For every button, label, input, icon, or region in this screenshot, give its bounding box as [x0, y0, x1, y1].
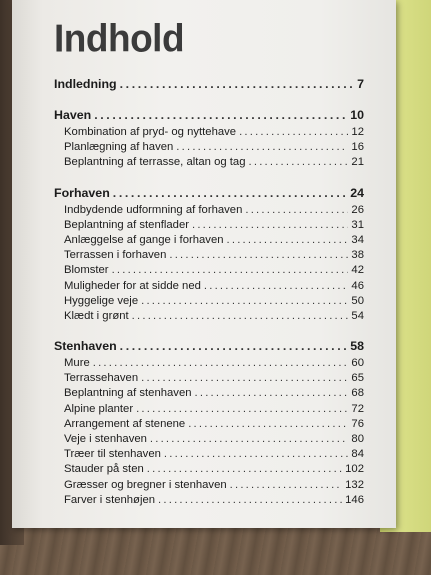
toc-entry [54, 356, 364, 371]
toc-section-page: 58 [350, 339, 364, 354]
toc-entry [54, 125, 364, 140]
toc-entry [54, 402, 364, 417]
toc-entry-page: 16 [351, 141, 364, 154]
toc-entry [54, 140, 364, 155]
toc-entry-label: Terrassen i forhaven [64, 249, 167, 262]
toc-entry [54, 417, 364, 432]
toc-section [54, 76, 364, 93]
toc-entry-label: Muligheder for at sidde ned [64, 279, 201, 292]
dot-leader [176, 140, 348, 155]
toc-section-heading [54, 338, 364, 355]
dot-leader [113, 185, 347, 202]
dot-leader [249, 155, 349, 170]
toc-entry [54, 478, 364, 493]
toc-entry-label: Træer til stenhaven [64, 448, 161, 461]
toc-section-title: Forhaven [54, 185, 110, 200]
toc-entry [54, 203, 364, 218]
toc-entry-label: Alpine planter [64, 402, 134, 415]
toc-entry-page: 34 [351, 233, 364, 246]
dot-leader [227, 233, 349, 248]
toc-entry-page: 38 [351, 249, 364, 262]
toc-entry-page: 21 [351, 156, 364, 169]
toc-entry-page: 68 [351, 387, 364, 400]
toc-entry-label: Veje i stenhaven [64, 433, 147, 445]
toc-entry-page: 31 [351, 218, 364, 231]
dot-leader [195, 386, 349, 401]
toc-entry-label: Beplantning af stenhaven [64, 387, 192, 400]
toc-section-page: 24 [350, 185, 364, 200]
dot-leader [136, 402, 348, 417]
toc-entry-label: Beplantning af stenflader [64, 218, 189, 231]
toc-entry [54, 462, 364, 477]
toc-entry-label: Græsser og bregner i stenhaven [64, 478, 227, 491]
toc-section-page: 7 [357, 77, 364, 91]
toc-entry-label: Farver i stenhøjen [64, 493, 156, 506]
toc-entry [54, 279, 364, 294]
toc-section-heading [54, 76, 364, 93]
toc-entry [54, 294, 364, 309]
toc-entry-page: 54 [351, 309, 364, 322]
toc-entry [54, 233, 364, 248]
dot-leader [150, 432, 349, 447]
toc-entry-label: Hyggelige veje [64, 294, 139, 307]
toc-entry [54, 155, 364, 170]
dot-leader [230, 478, 343, 493]
toc-entry-page: 60 [351, 357, 364, 370]
toc-entry-label: Beplantning af terrasse, altan og tag [64, 156, 246, 169]
dot-leader [141, 294, 348, 309]
toc-section [54, 338, 364, 508]
toc-entry [54, 248, 364, 263]
dot-leader [120, 76, 354, 93]
toc-entry-page: 12 [351, 126, 364, 138]
dot-leader [141, 371, 348, 386]
dot-leader [204, 279, 349, 294]
toc-section-page: 10 [350, 108, 364, 122]
toc-section-heading [54, 107, 364, 124]
toc-entry-label: Klædt i grønt [64, 309, 129, 322]
dot-leader [93, 356, 349, 371]
dot-leader [147, 462, 342, 477]
dot-leader [94, 107, 347, 124]
toc-entry [54, 432, 364, 447]
toc-entry-page: 102 [345, 463, 364, 476]
toc-entry [54, 263, 364, 278]
toc-entry [54, 386, 364, 401]
dot-leader [169, 248, 348, 263]
toc-entry [54, 218, 364, 233]
dot-leader [239, 125, 348, 140]
toc-entry-label: Stauder på sten [64, 463, 144, 476]
toc-entry-page: 46 [351, 279, 364, 292]
toc-entry-page: 42 [351, 264, 364, 277]
toc-entry [54, 371, 364, 386]
toc-section-title: Haven [54, 108, 92, 122]
toc-entry-label: Indbydende udformning af forhaven [64, 203, 243, 216]
toc-entry-label: Terrassehaven [64, 372, 139, 385]
page-title: Indhold [54, 16, 185, 60]
toc-entry-label: Blomster [64, 264, 109, 277]
toc-entry-page: 65 [351, 372, 364, 385]
toc-entry-page: 76 [351, 417, 364, 430]
dot-leader [132, 309, 349, 324]
toc-entry-page: 146 [345, 493, 364, 506]
dot-leader [188, 417, 348, 432]
toc-section [54, 107, 364, 171]
dot-leader [112, 263, 349, 278]
dot-leader [120, 338, 348, 355]
toc-section-heading [54, 185, 364, 202]
toc-entry-page: 84 [351, 448, 364, 461]
toc-entry-label: Anlæggelse af gange i forhaven [64, 233, 224, 246]
toc-section-title: Indledning [54, 77, 117, 91]
toc-entry-page: 132 [345, 478, 364, 491]
toc-entry-page: 26 [351, 203, 364, 216]
toc-entry [54, 493, 364, 508]
toc-entry-page: 50 [351, 294, 364, 307]
table-of-contents [54, 76, 364, 508]
dot-leader [158, 493, 342, 508]
contents-page [12, 0, 396, 528]
toc-section-title: Stenhaven [54, 339, 117, 354]
toc-entry-label: Planlægning af haven [64, 141, 174, 154]
toc-entry-label: Mure [64, 357, 90, 370]
toc-entry [54, 447, 364, 462]
toc-entry-label: Arrangement af stenene [64, 417, 186, 430]
toc-section [54, 185, 364, 325]
dot-leader [245, 203, 348, 218]
dot-leader [164, 447, 349, 462]
toc-entry [54, 309, 364, 324]
toc-entry-label: Kombination af pryd- og nyttehave [64, 126, 237, 138]
toc-entry-page: 80 [351, 433, 364, 445]
toc-entry-page: 72 [351, 402, 364, 415]
dot-leader [192, 218, 348, 233]
